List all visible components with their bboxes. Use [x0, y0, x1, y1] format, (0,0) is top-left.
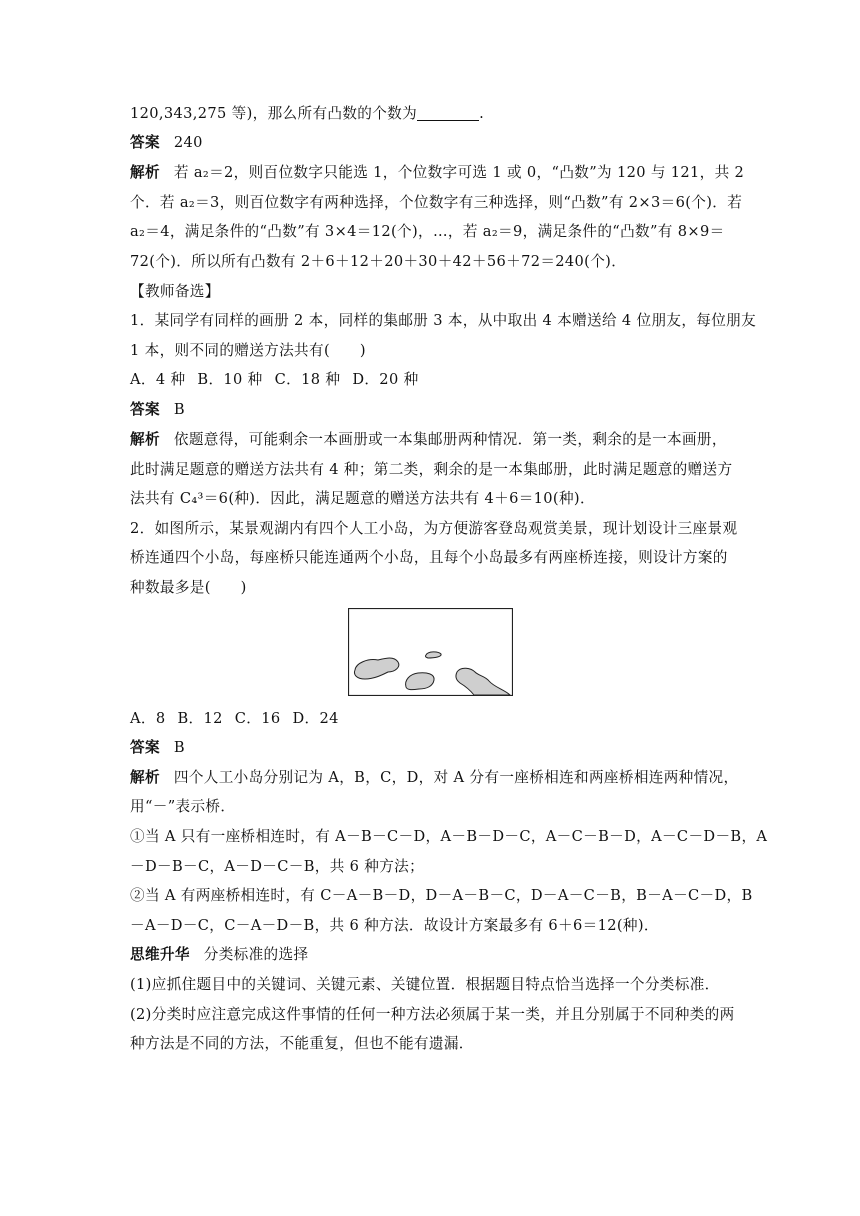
question-1-line: 1 本，则不同的赠送方法共有( ) [130, 342, 366, 359]
analysis-line: a₂＝4，满足条件的“凸数”有 3×4＝12(个)，…，若 a₂＝9，满足条件的“凸数”有 8×9＝ [130, 223, 725, 240]
lake-islands-svg [348, 608, 513, 696]
analysis-line [130, 768, 738, 788]
option-d: D．20 种 [352, 371, 419, 388]
answer-value: 240 [173, 134, 203, 151]
option-c: C．18 种 [274, 371, 341, 388]
text: 若 a₂＝2，则百位数字只能选 1，个位数字可选 1 或 0，“凸数”为 120 与 121，共 2 [173, 164, 745, 181]
answer-line [130, 133, 203, 153]
analysis-line: ①当 A 只有一座桥相连时，有 A－B－C－D，A－B－D－C，A－C－B－D，A－C－D－B，A [130, 828, 768, 845]
answer-line [130, 400, 185, 420]
option-b: B．12 [177, 710, 223, 727]
question-2-line: 2．如图所示，某景观湖内有四个人工小岛，为方便游客登岛观赏美景，现计划设计三座景观 [130, 520, 738, 537]
island-small-top [425, 652, 441, 658]
question-2-options [130, 709, 339, 729]
thinking-summary-line [130, 945, 308, 965]
analysis-line: 用“－”表示桥． [130, 798, 236, 815]
analysis-line: 72(个)．所以所有凸数有 2＋6＋12＋20＋30＋42＋56＋72＝240(个)． [130, 253, 627, 270]
analysis-label: 解析 [130, 431, 160, 448]
question-2-line: 种数最多是( ) [130, 579, 247, 596]
problem-tail-line [130, 104, 484, 124]
analysis-line: 个．若 a₂＝3，则百位数字有两种选择，个位数字有三种选择，则“凸数”有 2×3＝6(个)．若 [130, 194, 743, 211]
option-d: D．24 [292, 710, 339, 727]
analysis-line [130, 163, 744, 183]
answer-blank [417, 105, 479, 121]
lake-islands-figure [348, 608, 513, 696]
analysis-line: －A－D－C，C－A－D－B，共 6 种方法．故设计方案最多有 6＋6＝12(种)． [130, 917, 659, 934]
text: 分类标准的选择 [203, 946, 309, 963]
text: 120,343,275 等)，那么所有凸数的个数为 [130, 105, 418, 122]
option-c: C．16 [234, 710, 281, 727]
text: . [479, 105, 485, 122]
analysis-line: 此时满足题意的赠送方法共有 4 种；第二类，剩余的是一本集邮册，此时满足题意的赠送方 [130, 461, 733, 478]
thinking-summary-label: 思维升华 [130, 946, 190, 963]
answer-label: 答案 [130, 134, 160, 151]
option-a: A．8 [130, 710, 166, 727]
summary-line: (2)分类时应注意完成这件事情的任何一种方法必须属于某一类，并且分别属于不同种类的两 [130, 1006, 735, 1023]
answer-value: B [173, 739, 185, 756]
analysis-line [130, 430, 727, 450]
analysis-label: 解析 [130, 769, 160, 786]
option-b: B．10 种 [197, 371, 263, 388]
answer-line [130, 738, 185, 758]
text: 依题意得，可能剩余一本画册或一本集邮册两种情况．第一类，剩余的是一本画册， [173, 431, 727, 448]
answer-label: 答案 [130, 401, 160, 418]
summary-line: (1)应抓住题目中的关键词、关键元素、关键位置．根据题目特点恰当选择一个分类标准． [130, 976, 720, 993]
text: 四个人工小岛分别记为 A，B，C，D，对 A 分有一座桥相连和两座桥相连两种情况， [173, 769, 739, 786]
analysis-line: －D－B－C，A－D－C－B，共 6 种方法； [130, 858, 425, 875]
section-heading: 【教师备选】 [130, 283, 220, 300]
answer-label: 答案 [130, 739, 160, 756]
question-1-options [130, 370, 419, 390]
option-a: A．4 种 [130, 371, 186, 388]
question-2-line: 桥连通四个小岛，每座桥只能连通两个小岛，且每个小岛最多有两座桥连接，则设计方案的 [130, 549, 728, 566]
summary-line: 种方法是不同的方法，不能重复，但也不能有遗漏． [130, 1035, 474, 1052]
analysis-line: ②当 A 有两座桥相连时，有 C－A－B－D，D－A－B－C，D－A－C－B，B－A－C－D，B [130, 887, 753, 904]
answer-value: B [173, 401, 185, 418]
analysis-label: 解析 [130, 164, 160, 181]
question-1-line: 1．某同学有同样的画册 2 本，同样的集邮册 3 本，从中取出 4 本赠送给 4 位朋友，每位朋友 [130, 312, 757, 329]
analysis-line: 法共有 C₄³＝6(种)．因此，满足题意的赠送方法共有 4＋6＝10(种)． [130, 490, 595, 507]
